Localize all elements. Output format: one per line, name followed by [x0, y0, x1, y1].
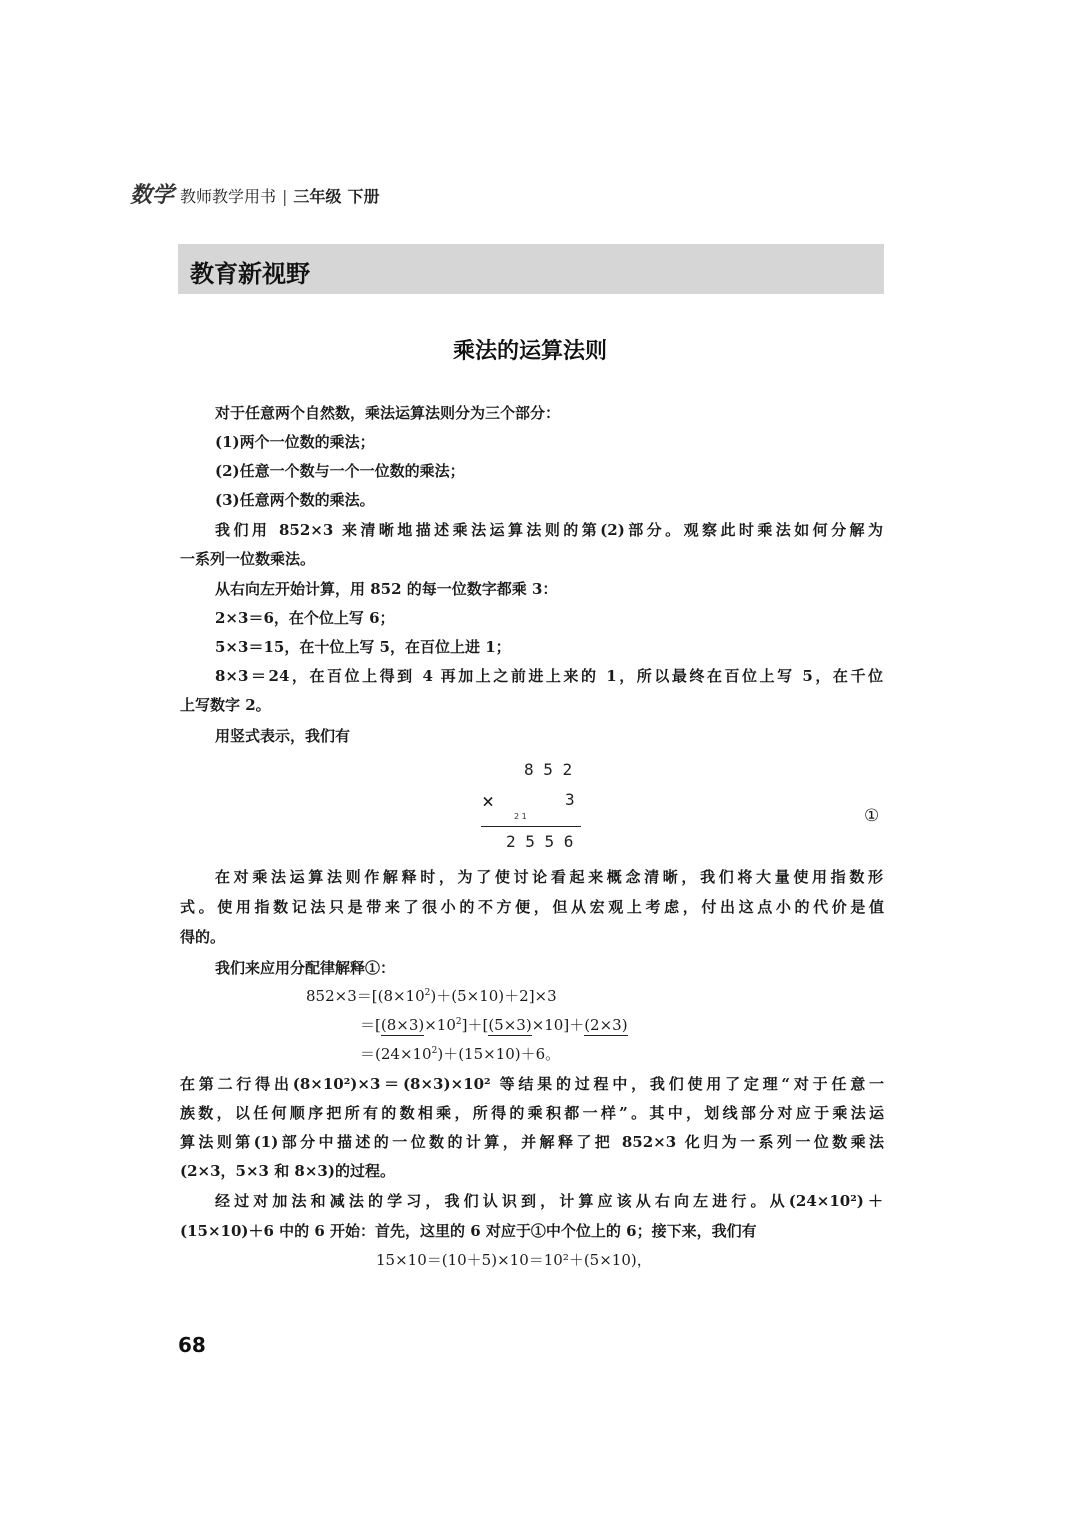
running-header — [130, 178, 379, 208]
paragraph-line: 用竖式表示，我们有 — [215, 727, 351, 745]
paragraph-line: 式。使用指数记法只是带来了很小的不方便，但从宏观上考虑，付出这点小的代价是值 — [180, 898, 884, 916]
underlined-term: (8×3) — [380, 1016, 425, 1034]
step-line: 2×3＝6，在个位上写 6； — [215, 609, 395, 627]
section-title: 教育新视野 — [190, 260, 310, 288]
paragraph-line: 在对乘法运算法则作解释时，为了使讨论看起来概念清晰，我们将大量使用指数形 — [215, 868, 883, 886]
paragraph-line: 族数，以任何顺序把所有的数相乘，所得的乘积都一样”。其中，划线部分对应于乘法运 — [180, 1104, 884, 1122]
book-title: 教师教学用书 — [180, 187, 277, 206]
multiplier: 3 — [565, 790, 575, 809]
multiplicand: 8 5 2 — [524, 760, 573, 779]
result-line — [481, 826, 581, 827]
underlined-term: (5×3) — [488, 1016, 532, 1034]
header-separator: | — [282, 187, 288, 206]
paragraph-line: 我们来应用分配律解释①： — [215, 959, 396, 977]
paragraph-line: (2×3，5×3 和 8×3)的过程。 — [180, 1162, 395, 1180]
article-title: 乘法的运算法则 — [452, 339, 607, 364]
equation-line-3: $=(24\times 10^2)+(15\times 10)+6$。 — [360, 1045, 561, 1063]
volume-label: 下册 — [347, 187, 380, 206]
paragraph-line: 得的。 — [180, 928, 226, 946]
list-item: (3)任意两个数的乘法。 — [215, 491, 375, 509]
equation-line-1: $852\times 3=[(8\times 10^2)+(5\times 10)+2]\times 3$ — [306, 987, 557, 1005]
paragraph-line: 经过对加法和减法的学习，我们认识到，计算应该从右向左进行。从(24×10²)＋ — [215, 1192, 883, 1210]
paragraph-line: (15×10)＋6 中的 6 开始：首先，这里的 6 对应于①中个位上的 6；接下来，我们有 — [180, 1222, 757, 1240]
paragraph-line: 算法则第(1)部分中描述的一位数的计算，并解释了把 852×3 化归为一系列一位数乘法 — [180, 1133, 884, 1151]
subject-logo: 数学 — [130, 182, 175, 208]
paragraph-line: 从右向左开始计算，用 852 的每一位数字都乘 3： — [215, 580, 558, 598]
paragraph-line: 在第二行得出(8×10²)×3＝(8×3)×10² 等结果的过程中，我们使用了定理“对于任意一 — [180, 1075, 884, 1093]
paragraph-intro: 对于任意两个自然数，乘法运算法则分为三个部分： — [215, 404, 561, 422]
equation-line-4: 15×10＝(10＋5)×10＝10²＋(5×10)， — [376, 1251, 652, 1269]
grade-label: 三年级 — [293, 187, 342, 206]
equation-marker: ① — [864, 806, 880, 826]
list-item: (2)任意一个数与一个一位数的乘法； — [215, 462, 465, 480]
step-line: 5×3＝15，在十位上写 5，在百位上进 1； — [215, 638, 511, 656]
list-item: (1)两个一位数的乘法； — [215, 433, 375, 451]
equation-line-2: $=[(8\times 3)\times 10^2]+[(5\times 3)\times 10]+(2\times 3)$ — [360, 1016, 628, 1034]
carry-digits: 2 1 — [514, 812, 527, 821]
paragraph-line: 一系列一位数乘法。 — [180, 550, 316, 568]
product: 2 5 5 6 — [506, 832, 574, 851]
underlined-term: (2×3) — [584, 1016, 628, 1034]
page-number: 68 — [178, 1333, 206, 1357]
step-line: 8×3＝24，在百位上得到 4 再加上之前进上来的 1，所以最终在百位上写 5，在千位 — [215, 667, 883, 685]
step-line: 上写数字 2。 — [180, 696, 271, 714]
times-sign: × — [482, 789, 495, 813]
paragraph-line: 我们用 852×3 来清晰地描述乘法运算法则的第(2)部分。观察此时乘法如何分解为 — [215, 521, 883, 539]
